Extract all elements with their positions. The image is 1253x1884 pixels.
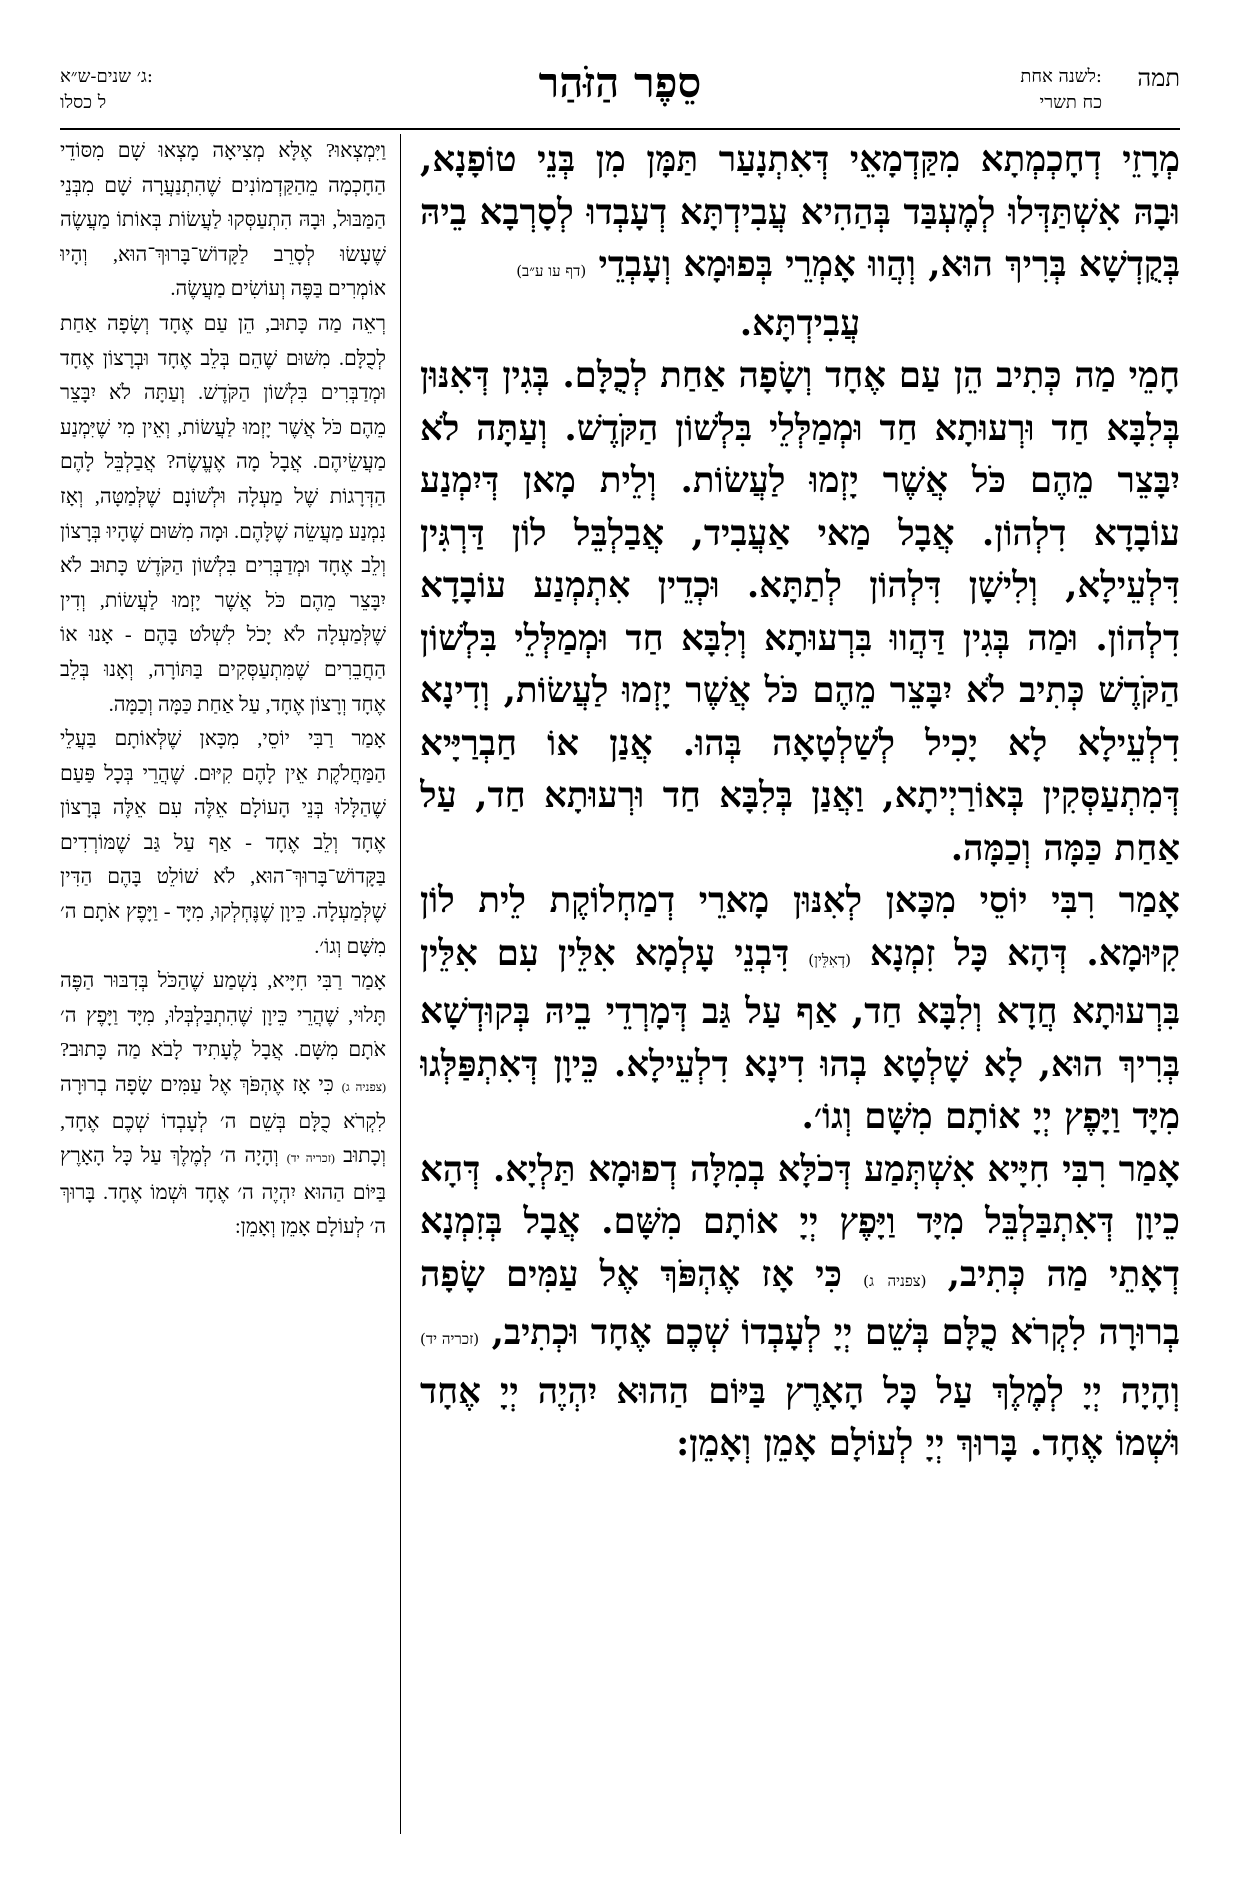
page-header xyxy=(60,58,1180,132)
hebrew-translation-column xyxy=(60,134,386,1834)
right-label-line-1: לשנה אחת: xyxy=(1020,66,1102,87)
variant-note: (דְאִלֵּין) xyxy=(808,950,851,969)
aramaic-main-column xyxy=(420,134,1180,1834)
text-run: דִּבְנֵי עָלְמָא אִלֵּין עִם אִלֵּין בִּרְעוּתָא חֲדָא וְלִבָּא חַד, אַף עַל גַּב דְּמָרְדֵי בֵיהּ בְּקוּדְשָׁא בְּרִיךְ הוּא, לָא שָׁלְטָא בְהוּ דִינָא דִלְעֵילָא. כֵּיוָן דְּאִתְפַּלְּגוּ מִיָּד וַיָּפֶץ יְיָ אוֹתָם מִשָּׁם וְגוֹ׳. xyxy=(420,932,1180,1137)
paragraph xyxy=(60,964,386,1245)
paragraph-end: עֲבִידְתָּא. xyxy=(739,302,861,344)
paragraph xyxy=(420,134,1180,298)
page xyxy=(60,58,1180,1852)
page-reference: (דף עו ע״ב) xyxy=(516,262,587,280)
text-run: אָמַר רִבִּי חִיָּיא אִשְׁתְּמַע דְּכֹלָּא בְמִלָּה דְפוּמָא תַּלְיָא. דְּהָא כֵיוָן דְּאִתְבַּלְבֵּל מִיָּד וַיָּפֶץ יְיָ אוֹתָם מִשָּׁם. אֲבָל בְּזִמְנָא דְאָתֵי מַה כְּתִיב, xyxy=(420,1148,1180,1295)
left-label-line-1: ג׳ שנים-ש״א: xyxy=(60,66,153,87)
verse-reference: (צפניה ג) xyxy=(341,1080,386,1095)
text-run: כִּי אָז אֶהְפֹּךְ אֶל עַמִּים שָׂפָה בְרוּרָה לִקְרֹא כֻלָּם בְּשֵׁם ה׳ לְעָבְדוֹ שְׁכֶם אֶחָד, וְכָתוּב xyxy=(60,1074,386,1168)
text-run: אָמַר רַבִּי חִיָּיא, נִשְׁמַע שֶׁהַכֹּל בְּדִבּוּר הַפֶּה תָּלוּי, שֶׁהֲרֵי כֵּיוָן שֶׁהִתְבַּלְבְּלוּ, מִיָּד וַיָּפֶץ ה׳ אֹתָם מִשָּׁם. אֲבָל לֶעָתִיד לָבֹא מַה כָּתוּב? xyxy=(60,970,386,1062)
verse-reference: (זכריה יד) xyxy=(286,1151,335,1166)
paragraph xyxy=(420,1144,1180,1471)
column-divider xyxy=(400,134,401,1834)
page-number: תמה xyxy=(1137,64,1180,92)
paragraph: אָמַר רַבִּי יוֹסֵי, מִכָּאן שֶׁלְּאוֹתָם בַּעֲלֵי הַמַּחֲלֹקֶת אֵין לָהֶם קִיּוּם. שֶׁהֲרֵי בְּכָל פַּעַם שֶׁהַלָּלוּ בְּנֵי הָעוֹלָם אֵלֶּה עִם אֵלֶּה בְּרָצוֹן אֶחָד וְלֵב אֶחָד - אַף עַל גַּב שֶׁמּוֹרְדִים בַּקָּדוֹשׁ־בָּרוּךְ־הוּא, לֹא שׁוֹלֵט בָּהֶם הַדִּין שֶׁלְּמַעְלָה. כֵּיוָן שֶׁנֶּחְלְקוּ, מִיָּד - וַיָּפֶץ אֹתָם ה׳ מִשָּׁם וְגוֹ׳. xyxy=(60,728,386,958)
paragraph: חָמֵי מַה כְּתִיב הֵן עַם אֶחָד וְשָׂפָה אַחַת לְכֻלָּם. בְּגִין דְּאִנּוּן בְּלִבָּא חַד וּרְעוּתָא חַד וּמְמַלְּלֵי בִּלְשׁוֹן הַקֹּדֶשׁ. וְעַתָּה לֹא יִבָּצֵר מֵהֶם כֹּל אֲשֶׁר יָזְמוּ לַעֲשׂוֹת. וְלֵית מָאן דְּיִמְנַע עוֹבָדָא דִלְהוֹן. אֲבָל מַאי אַעֲבִיד, אֲבַלְבֵּל לוֹן דַּרְגִּין דִּלְעֵילָא, וְלִישָׁן דִּלְהוֹן לְתַתָּא. וּכְדֵין אִתְמְנַע עוֹבָדָא דִלְהוֹן. וּמַה בְּגִין דַּהֲווּ בִּרְעוּתָא וְלִבָּא חַד וּמְמַלְּלֵי בִּלְשׁוֹן הַקֹּדֶשׁ כְּתִיב לֹא יִבָּצֵר מֵהֶם כֹּל אֲשֶׁר יָזְמוּ לַעֲשׂוֹת, וְדִינָא דִלְעֵילָא לָא יָכִיל לְשַׁלְטָאָה בְּהוּ. אֲנַן אוֹ חַבְרַיָּיא דְּמִתְעַסְּקִין בְּאוֹרַיְיתָא, וַאֲנַן בְּלִבָּא חַד וּרְעוּתָא חַד, עַל אַחַת כַּמָּה וְכַמָּה. xyxy=(420,355,1180,869)
left-label-line-2: ל כסלו xyxy=(60,92,107,113)
verse-reference: (זכריה יד) xyxy=(420,1330,480,1348)
text-run: אָמַר רִבִּי יוֹסֵי מִכָּאן לְאִנּוּן מָארֵי דְמַחְלוֹקֶת לֵית לוֹן קִיּוּמָא. דְּהָא כָּל זִמְנָא xyxy=(420,880,1180,974)
left-header-label xyxy=(60,64,153,116)
verse-reference: (צפניה ג) xyxy=(863,1271,927,1290)
paragraph: רְאֵה מַה כָּתוּב, הֵן עַם אֶחָד וְשָׂפָה אַחַת לְכֻלָּם. מִשּׁוּם שֶׁהֵם בְּלֵב אֶחָד וּבְרָצוֹן אֶחָד וּמְדַבְּרִים בִּלְשׁוֹן הַקֹּדֶשׁ. וְעַתָּה לֹא יִבָּצֵר מֵהֶם כֹּל אֲשֶׁר יָזְמוּ לַעֲשׂוֹת, וְאֵין מִי שֶׁיִּמְנַע מַעֲשֵׂיהֶם. אֲבָל מָה אֶעֱשֶׂה? אֲבַלְבֵּל לָהֶם הַדְּרָגוֹת שֶׁל מַעְלָה וּלְשׁוֹנָם שֶׁלְּמַטָּה, וְאָז נִמְנַע מַעֲשֵׂה שֶׁלָּהֶם. וּמָה מִשּׁוּם שֶׁהָיוּ בְּרָצוֹן וְלֵב אֶחָד וּמְדַבְּרִים בִּלְשׁוֹן הַקֹּדֶשׁ כָּתוּב לֹא יִבָּצֵר מֵהֶם כֹּל אֲשֶׁר יָזְמוּ לַעֲשׂוֹת, וְדִין שֶׁלְּמַעְלָה לֹא יָכֹל לִשְׁלֹט בָּהֶם - אָנוּ אוֹ הַחֲבֵרִים שֶׁמִּתְעַסְּקִים בַּתּוֹרָה, וְאָנוּ בְּלֵב אֶחָד וְרָצוֹן אֶחָד, עַל אַחַת כַּמָּה וְכַמָּה. xyxy=(60,312,386,716)
right-label-line-2: כח תשרי xyxy=(1039,92,1102,113)
text-run: וְהָיָה ה׳ לְמֶלֶךְ עַל כָּל הָאָרֶץ בַּיּוֹם הַהוּא יִהְיֶה ה׳ אֶחָד וּשְׁמוֹ אֶחָד. בָּרוּךְ ה׳ לְעוֹלָם אָמֵן וְאָמֵן: xyxy=(60,1145,386,1239)
paragraph: וַיִּמְצְאוּ? אֶלָּא מְצִיאָה מָצְאוּ שָׁם מִסּוֹדֵי הַחָכְמָה מֵהַקַּדְמוֹנִים שֶׁהִתְנַעֲרָה שָׁם מִבְּנֵי הַמַּבּוּל, וּבָהּ הִתְעַסְּקוּ לַעֲשׂוֹת בְּאוֹתוֹ מַעֲשֶׂה שֶׁעָשׂוּ לְסָרֵב לַקָּדוֹשׁ־בָּרוּךְ־הוּא, וְהָיוּ אוֹמְרִים בַּפֶּה וְעוֹשִׂים מַעֲשֶׂה. xyxy=(60,140,386,301)
text-run: וְהָיָה יְיָ לְמֶלֶךְ עַל כָּל הָאָרֶץ בַּיּוֹם הַהוּא יִהְיֶה יְיָ אֶחָד וּשְׁמוֹ אֶחָד. בָּרוּךְ יְיָ לְעוֹלָם אָמֵן וְאָמֵן: xyxy=(420,1370,1180,1464)
book-title: סֵפֶר הַזֹּהַר xyxy=(538,58,702,107)
header-rule xyxy=(60,128,1180,130)
text-run: מְרָזֵי דְחָכְמְתָא מִקַּדְמָאֵי דְּאִתְנָעַר תַּמָּן מִן בְּנֵי טוֹפָנָא, וּבָהּ אִשְׁתַּדְּלוּ לְמֶעְבַּד בְּהַהִיא עֲבִידְתָּא דְעָבְדוּ לְסָרְבָא בֵיהּ בְּקֻדְשָׁא בְּרִיךְ הוּא, וְהֲווּ אָמְרֵי בְּפוּמָא וְעָבְדֵי xyxy=(420,139,1180,285)
text-run: כִּי אָז אֶהְפֹּךְ אֶל עַמִּים שָׂפָה בְרוּרָה לִקְרֹא כֻלָּם בְּשֵׁם יְיָ לְעָבְדוֹ שְׁכֶם אֶחָד וּכְתִיב, xyxy=(420,1253,1180,1353)
paragraph xyxy=(420,875,1180,1144)
